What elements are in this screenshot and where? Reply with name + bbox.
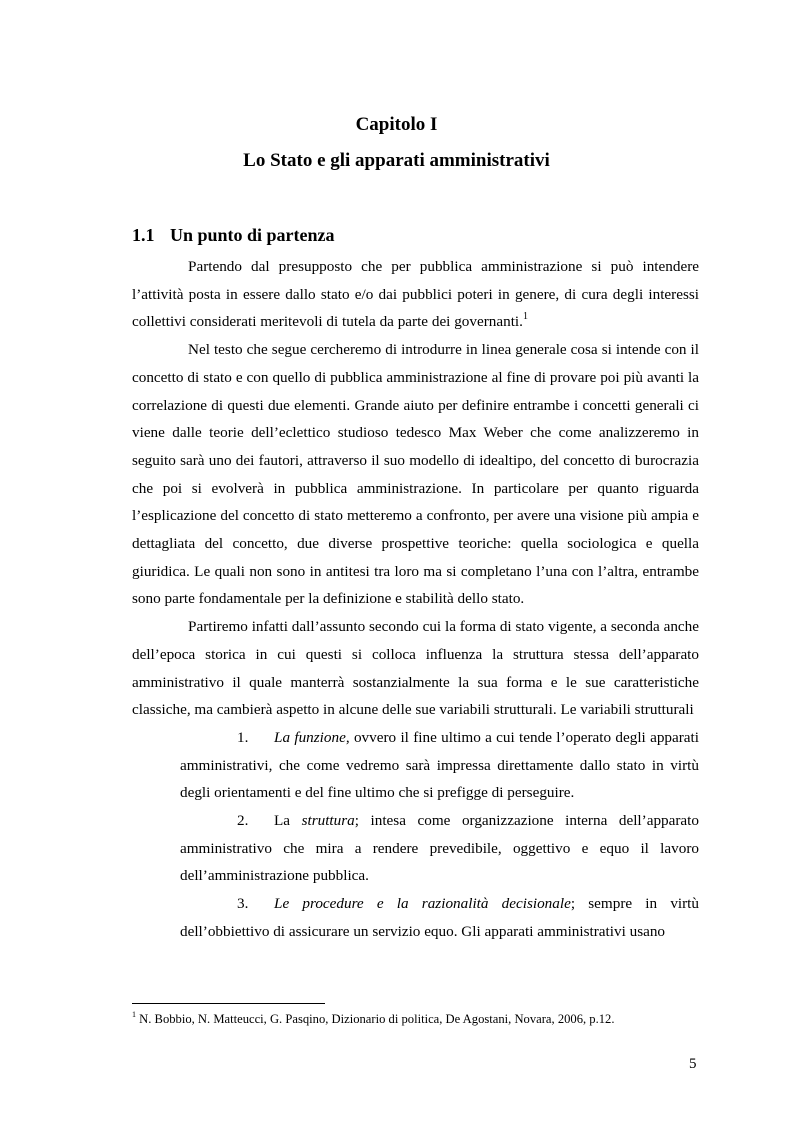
- paragraph: [132, 253, 699, 336]
- list-item-text: , ovvero il fine ultimo a cui tende l’operato degli apparati amministrativi, che come vedremo sarà impressa direttamente dallo stato in virtù degli orientamenti e del fine ultimo che si prefigge di perseguire.: [180, 728, 699, 802]
- list-item: [180, 724, 699, 807]
- footnote-marker: 1: [132, 1009, 136, 1019]
- chapter-title: Lo Stato e gli apparati amministrativi: [243, 150, 550, 171]
- list-item: [180, 807, 699, 890]
- section-number: 1.1: [132, 225, 155, 245]
- list-number: 3.: [237, 895, 249, 913]
- list-item-term: struttura: [301, 812, 355, 830]
- list-item-text: ; intesa come organizzazione interna dell’apparato amministrativo che mira a rendere prevedibile, oggettivo e equo il lavoro dell’amministrazione pubblica.: [180, 812, 699, 885]
- footnote-text: N. Bobbio, N. Matteucci, G. Pasqino, Dizionario di politica, De Agostani, Novara, 2006, p.12.: [136, 1012, 615, 1026]
- paragraph-text: Partendo dal presupposto che per pubblica amministrazione si può intendere l’attività posta in essere dallo stato e/o dai pubblici poteri in genere, di cura degli interessi collettivi considerati meritevoli di tutela da parte dei governanti.: [132, 258, 699, 331]
- list-item-term: La funzione: [274, 728, 346, 746]
- structural-variables-list: [132, 724, 699, 946]
- chapter-label: Capitolo I: [355, 114, 438, 135]
- footnote: [132, 1011, 712, 1027]
- list-number: 1.: [237, 728, 249, 746]
- body-text: [132, 253, 699, 946]
- paragraph: Nel testo che segue cercheremo di introdurre in linea generale cosa si intende con il concetto di stato e con quello di pubblica amministrazione al fine di provare poi più avanti la correlazione di questi due elementi. Grande aiuto per definire entrambe i concetti generali ci viene dalle teorie dell’eclettico studioso tedesco Max Weber che come analizzeremo in seguito sarà uno dei fautori, attraverso il suo modello di idealtipo, del concetto di burocrazia che poi si evolverà in pubblica amministrazione. In particolare per quanto riguarda l’esplicazione del concetto di stato metteremo a confronto, per avere una visione più ampia e dettagliata del concetto, due diverse prospettive teoriche: quella sociologica e quella giuridica. Le quali non sono in antitesi tra loro ma si completano l’una con l’altra, entrambe sono parte fondamentale per la definizione e stabilità dello stato.: [132, 341, 699, 608]
- list-item-lead: La: [274, 812, 302, 830]
- page-number: 5: [689, 1056, 697, 1072]
- list-number: 2.: [237, 812, 249, 830]
- section-heading: [132, 225, 335, 246]
- list-item-text: ; sempre in virtù dell’obbiettivo di assicurare un servizio equo. Gli apparati amministrativi usano: [180, 895, 699, 940]
- paragraph: Partiremo infatti dall’assunto secondo cui la forma di stato vigente, a seconda anche dell’epoca storica in cui questi si colloca influenza la struttura stessa dell’apparato amministrativo il quale manterrà sostanzialmente la sua forma e le sue caratteristiche classiche, ma cambierà aspetto in alcune delle sue variabili strutturali. Le variabili strutturali: [132, 618, 699, 719]
- footnote-reference[interactable]: 1: [522, 311, 528, 323]
- section-title: Un punto di partenza: [170, 225, 335, 245]
- footnote-divider: [132, 1003, 325, 1004]
- list-item: [180, 890, 699, 945]
- list-item-term: Le procedure e la razionalità decisionale: [274, 895, 571, 913]
